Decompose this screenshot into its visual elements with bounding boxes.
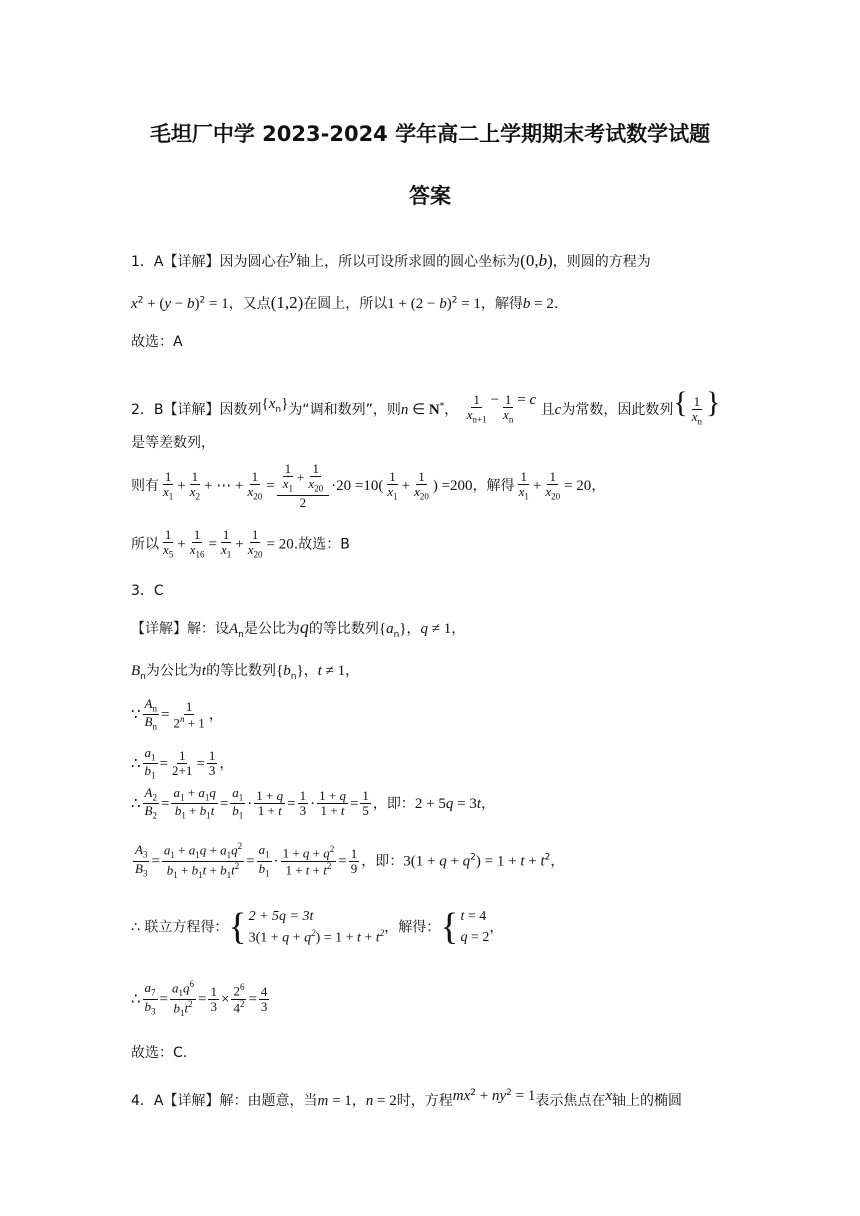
q1-text-d: ，又点 [228,296,271,312]
q1-line1: 1．A【详解】因为圆心在y轴上，所以可设所求圆的圆心坐标为(0,b)，则圆的方程为 [131,248,651,270]
q3-text-k: ，即： [361,853,404,870]
q2-line1: 2．B【详解】因数列$\{x_n\}$为“调和数列”，则n ∈ N*， $\frac{1}{x_{n+1}}$ − $\frac{1}{x_n}$ = c 且c为常数，因此数列{ $\frac{1}{x_n}$ } [131,386,721,427]
q3-line8: ∴ $\frac{a_7}{b_3}$ = $\frac{a_1q^6}{b_1t^2}$ = $\frac{1}{3}$ × $\frac{2^6}{4^2}$ = $\frac{4}{3}$ [131,979,268,1018]
q1-text-c: ，则圆的方程为 [552,254,651,270]
q1-line2: $x^2 + (y - b)^2 = 1$，又点(1,2)在圆上，所以$1 + (2 - b)^2 = 1$，解得b = 2. [131,293,559,312]
q3-text-f: 为公比为 [145,663,202,679]
q3-text-j: ，即： [372,795,415,812]
q2-text-j: .故选：B [293,536,350,553]
q2-text-e: 为常数，因此数列 [561,402,674,418]
q2-line2: 是等差数列， [131,435,215,451]
page-title: 毛坦厂中学 2023-2024 学年高二上学期期末考试数学试题 [149,122,711,146]
q1-text-a: 1．A【详解】因为圆心在 [131,254,290,270]
q4-text-c: 时，方程 [396,1093,453,1109]
q3-line7: ∴ 联立方程得： { 2 + 5q = 3t $3(1 + q + q^2) = 1 + t + t^2$ ，解得： { t = 4 q = 2 ， [131,906,504,949]
q2-text-c: ， [444,402,459,418]
q3-text-m: ，解得： [384,919,441,936]
q2-line4: 所以 $\frac{1}{x_5}$ + $\frac{1}{x_{16}}$ = $\frac{1}{x_1}$ + $\frac{1}{x_{20}}$ = 20.故选：B [131,527,350,560]
q4-text-b: ， [351,1093,366,1109]
q1-text-f: ，解得 [480,296,523,312]
q3-text-a: 【详解】解：设 [131,621,229,637]
q2-line3: 则有 $\frac{1}{x_1}$ + $\frac{1}{x_2}$ + ⋯ + $\frac{1}{x_{20}}$ = $\frac{1}{x_1}$ + $\frac{1}{x_{20}}$ 2 ·20 =10( $\frac{1}{x_1}$ + $\frac{1}{x_{20}}$ ) =200，解得 $\frac{1}{x_1}$ + $\frac{1}{x_{20}}$ = 20， [131,461,606,510]
q2-text-i: 所以 [131,536,159,553]
q2-text-a: 2．B【详解】因数列 [131,402,262,418]
q3-text-l: ∴ 联立方程得： [131,919,229,936]
q4-text-e: 轴上的椭圆 [612,1093,683,1109]
q2-text-b: 为“调和数列”，则 [288,402,401,418]
q3-text-h: ， [303,663,318,679]
q2-text-d: 且 [540,402,555,418]
q3-text-e: ， [451,621,466,637]
q3-text-g: 的等比数列 [206,663,277,679]
q2-text-h: ， [591,478,606,495]
q3-line1: 【详解】解：设$A_n$是公比为q的等比数列$\{a_n\}$，q ≠ 1， [131,617,466,640]
q3-text-d: ， [406,621,421,637]
q3-line3: ∵ $\frac{A_n}{B_n}$ = $\frac{1}{2^n + 1}$ ， [131,696,223,733]
q3-line4: ∴ $\frac{a_1}{b_1}$ = $\frac{1}{2+1}$ = $\frac{1}{3}$ ， [131,745,234,782]
q3-head: 3．C [131,583,164,599]
q3-line5: ∴ $\frac{A_2}{B_2}$ = $\frac{a_1 + a_1q}{b_1 + b_1t}$ = $\frac{a_1}{b_1}$ · $\frac{1 + q}{1 + t}$ = $\frac{1}{3}$ · $\frac{1 + q}{1 + t}$ = $\frac{1}{5}$ ，即：2 + 5q = 3t， [131,785,496,822]
q3-text-c: 的等比数列 [308,621,379,637]
q4-line1: 4．A【详解】解：由题意，当m = 1，n = 2时，方程$mx^2 + ny^2 = 1$表示焦点在x轴上的椭圆 [131,1088,683,1109]
q3-text-i: ， [345,663,360,679]
q3-text-b: 是公比为 [243,621,300,637]
q3-line2: $B_n$为公比为t的等比数列$\{b_n\}$，t ≠ 1， [131,663,360,682]
q2-text-g: ，解得 [472,478,515,495]
page-subtitle: 答案 [409,184,451,208]
q2-text-f: 则有 [131,478,159,495]
q1-answer: 故选：A [131,334,183,350]
q3-answer: 故选：C. [131,1045,188,1061]
q4-text-a: 4．A【详解】解：由题意，当 [131,1093,318,1109]
q3-line6: $\frac{A_3}{B_3}$ = $\frac{a_1 + a_1q + a_1q^2}{b_1 + b_1t + b_1t^2}$ = $\frac{a_1}{b_1}$ · $\frac{1 + q + q^2}{1 + t + t^2}$ = $\frac{1}{9}$ ，即：$3(1 + q + q^2) = 1 + t + t^2$， [135,841,565,880]
q1-text-e: 在圆上，所以 [303,296,388,312]
q4-text-d: 表示焦点在 [535,1093,606,1109]
q1-text-b: 轴上，所以可设所求圆的圆心坐标为 [296,254,521,270]
